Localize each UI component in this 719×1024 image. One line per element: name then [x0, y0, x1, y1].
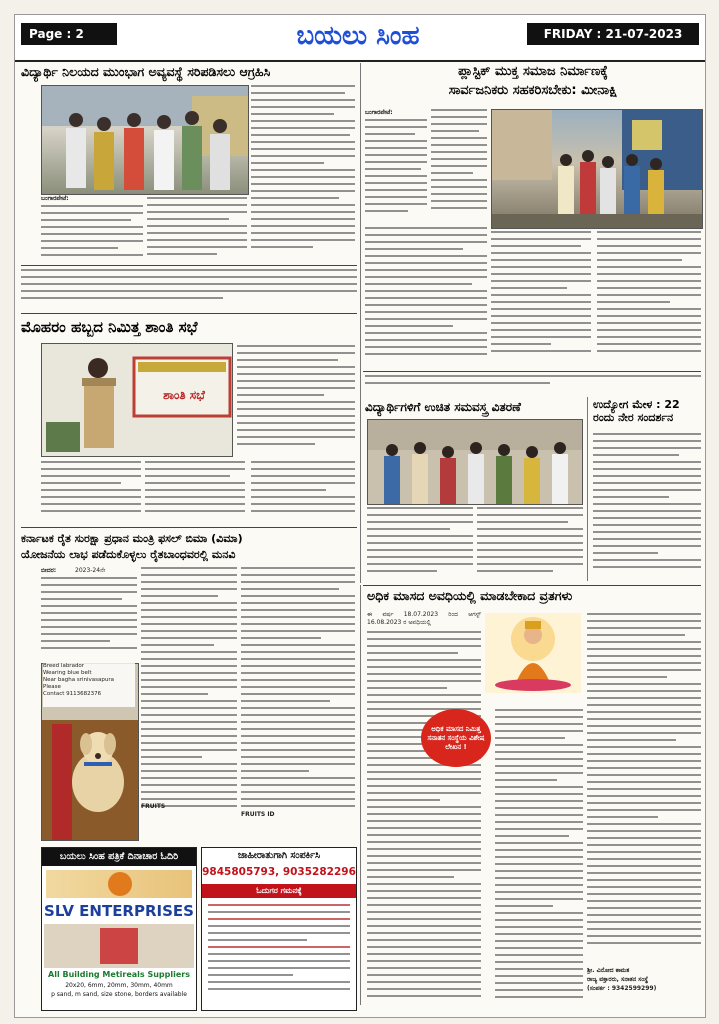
section-divider — [363, 585, 701, 586]
article-muharram-col2 — [237, 345, 355, 455]
photo-peace-meeting — [41, 343, 233, 457]
article-adhika-col1 — [367, 631, 481, 1007]
article-plastic-col5 — [597, 231, 701, 367]
article-hostel-col1b — [147, 197, 247, 261]
article-plastic-col4 — [491, 231, 591, 367]
article-muharram-col3 — [251, 461, 355, 521]
ad-slv-banner — [46, 870, 192, 898]
scheme-fruits-id: FRUITS ID — [241, 811, 275, 818]
article-plastic-continued — [365, 375, 701, 393]
photo-plastic-drive — [491, 109, 703, 229]
masthead-divider — [15, 60, 705, 62]
illustration-deity — [485, 613, 581, 693]
missing-dog-notice: Breed labrador Wearing blue belt Near bagha srinivasapura Please Contact 9113682376 — [43, 663, 135, 707]
adhika-masa-callout: ಅಧಿಕ ಮಾಸದ ನಿಮಿತ್ತ ಸನಾತನ ಸಂಸ್ಥೆಯ ವಿಶೇಷ ಲೇಖನ ! — [421, 709, 491, 767]
article-adhika-col3 — [587, 613, 701, 951]
section-divider — [21, 265, 357, 266]
photo-uniform-distribution — [367, 419, 583, 505]
article-plastic-col3 — [365, 227, 487, 367]
adhika-masa-dates: ಈ ವರ್ಷ 18.07.2023 ರಿಂದ ಆಗಸ್ಟ್ 16.08.2023 ರ ಅವಧಿಯಲ್ಲಿ — [367, 611, 481, 626]
photo-people-illustration — [42, 86, 248, 194]
headline-adhika-masa: ಅಧಿಕ ಮಾಸದ ಅವಧಿಯಲ್ಲಿ ಮಾಡಬೇಕಾದ ವ್ರತಗಳು — [367, 588, 573, 603]
newspaper-title: ಬಯಲು ಸಿಂಹ — [296, 21, 420, 51]
article-crop-col3 — [241, 567, 355, 839]
ad-classified-phones: 9845805793, 9035282296 — [202, 866, 356, 878]
dateline-bidar: ಬೀದರ: — [41, 567, 57, 574]
author-phone: (ಸಂಪರ್ಕ : 9342599299) — [587, 985, 657, 992]
headline-job-fair: ಉದ್ಯೋಗ ಮೇಳ : 22 ರಂದು ನೇರ ಸಂದರ್ಶನ — [593, 398, 680, 424]
newspaper-page — [14, 14, 706, 1018]
headline-hostel: ವಿದ್ಯಾರ್ಥಿ ನಿಲಯದ ಮುಂಭಾಗ ಅವ್ಯವಸ್ಥೆ ಸರಿಪಡಿಸಲು ಆಗ್ರಹಿಸಿ — [21, 64, 271, 79]
article-muharram-col1a — [41, 461, 141, 521]
ad-classified-header: ಜಾಹೀರಾತುಗಾಗಿ ಸಂಪರ್ಕಿಸಿ — [237, 850, 321, 861]
article-crop-col1 — [41, 577, 137, 659]
article-uniform-col2 — [477, 507, 583, 581]
column-divider — [360, 585, 361, 1005]
ad-slv-line2: p sand, m sand, size stone, borders available — [51, 991, 187, 998]
article-job-fair — [593, 433, 701, 581]
peace-meeting-banner: ಶಾಂತಿ ಸಭೆ — [163, 388, 205, 402]
ad-slv-enterprises — [41, 847, 197, 1011]
ad-classified — [201, 847, 357, 1011]
deity-icon — [485, 613, 581, 693]
headline-crop-insurance-1: ಕರ್ನಾಟಕ ರೈತ ಸುರಕ್ಷಾ ಪ್ರಧಾನ ಮಂತ್ರಿ ಫಸಲ್ ಬಿಮಾ (ವಿಮಾ) — [21, 532, 243, 545]
headline-plastic-2: ಸಾರ್ವಜನಿಕರು ಸಹಕರಿಸಬೇಕು: ಮೀನಾಕ್ಷಿ — [448, 83, 618, 98]
headline-plastic-1: ಪ್ಲಾಸ್ಟಿಕ್ ಮುಕ್ತ ಸಮಾಜ ನಿರ್ಮಾಣಕ್ಕೆ — [458, 64, 608, 79]
article-plastic-col1 — [365, 119, 427, 223]
column-divider — [360, 63, 361, 583]
section-divider — [21, 313, 357, 314]
article-adhika-col2 — [495, 709, 583, 1007]
ad-slv-line1: 20x20, 6mm, 20mm, 30mm, 40mm — [65, 982, 173, 989]
article-hostel-continued — [21, 269, 357, 309]
headline-crop-insurance-2: ಯೋಜನೆಯ ಲಾಭ ಪಡೆದುಕೊಳ್ಳಲು ರೈತಬಾಂಧವರಲ್ಲಿ ಮನವಿ — [21, 548, 236, 561]
section-divider — [21, 527, 357, 528]
article-hostel-col1a — [41, 205, 143, 261]
article-muharram-col1b — [145, 461, 245, 521]
photo-hostel-petition — [41, 85, 249, 195]
om-icon — [108, 872, 132, 896]
ad-slv-name: SLV ENTERPRISES — [44, 902, 194, 920]
ad-slv-products-image — [44, 924, 194, 968]
article-crop-col2 — [141, 567, 237, 839]
section-divider — [363, 371, 701, 372]
ad-readers-notice: ಓದುಗರ ಗಮನಕ್ಕೆ — [202, 884, 356, 898]
scheme-fruits-label: FRUITS — [141, 803, 166, 810]
issue-date: FRIDAY : 21-07-2023 — [527, 23, 699, 45]
author-name: ಶ್ರೀ. ವಿನೋದ ಕಾಮತ — [587, 967, 630, 974]
ad-slv-tagline: All Building Metireals Suppliers — [48, 970, 190, 979]
author-role: ರಾಜ್ಯ ವಕ್ತಾರರು, ಸನಾತನ ಸಂಸ್ಥೆ — [587, 976, 649, 983]
headline-uniform: ವಿದ್ಯಾರ್ಥಿಗಳಿಗೆ ಉಚಿತ ಸಮವಸ್ತ್ರ ವಿತರಣೆ — [365, 400, 521, 414]
ad-classified-body — [208, 904, 350, 1004]
dateline-plastic: ಬಂಗಾರಪೇಟೆ: — [365, 109, 393, 116]
house-icon — [100, 928, 138, 964]
article-plastic-col2 — [431, 109, 487, 223]
page-number: Page : 2 — [21, 23, 117, 45]
article-uniform-col1 — [367, 507, 473, 581]
article-hostel-col2 — [251, 85, 355, 261]
masthead — [15, 15, 705, 59]
photo-street-illustration — [492, 110, 702, 228]
dateline-hostel: ಬಂಗಾರಪೇಟೆ: — [41, 195, 69, 202]
headline-muharram: ಮೊಹರಂ ಹಬ್ಬದ ನಿಮಿತ್ತ ಶಾಂತಿ ಸಭೆ — [21, 318, 198, 336]
photo-classroom-illustration — [368, 420, 582, 504]
ad-slv-header: ಬಯಲು ಸಿಂಹ ಪತ್ರಿಕೆ ದಿನಾಚಾರ ಓದಿರಿ — [42, 848, 196, 866]
column-divider — [587, 397, 588, 581]
scheme-year: 2023-24ನೇ — [75, 567, 106, 574]
